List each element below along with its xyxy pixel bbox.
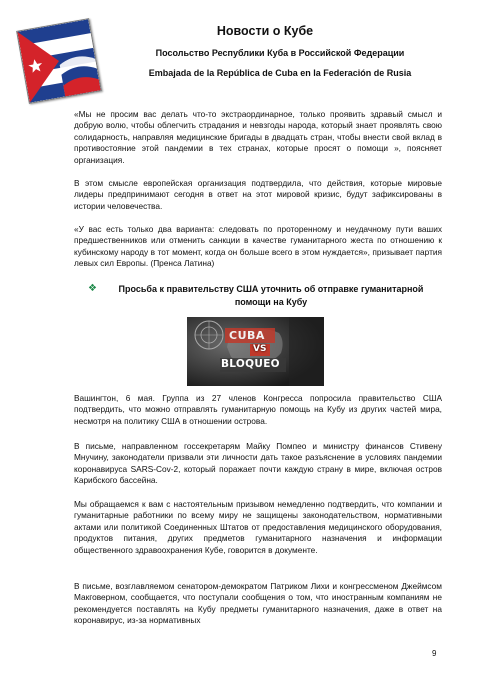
page-title: Новости о Кубе: [216, 24, 314, 38]
article2-paragraph-2: В письме, направленном госсекретарям Майку Помпео и министру финансов Стивену Мнучину, законодатели призвали эти личности дать такое разъяснение в условиях пандемии коронавируса SARS-Cov-2, который поражает почти каждую страну в мире, включая остров Карибского бассейна.: [74, 441, 442, 486]
diamond-bullet-icon: ❖: [88, 283, 97, 294]
cuba-vs-bloqueo-photo: [187, 317, 324, 386]
article2-paragraph-1: Вашингтон, 6 мая. Группа из 27 членов Конгресса попросила правительство США подтвердить, что можно отправлять гуманитарную помощь на Кубу из других частей мира, несмотря на политику США в отношении острова.: [74, 393, 442, 426]
photo-text-cuba: CUBA: [229, 329, 265, 342]
article2-paragraph-4: В письме, возглавляемом сенатором-демократом Патриком Лихи и конгрессменом Джеймсом Макговерном, сообщается, что поступали сообщения о том, что иностранным компаниям не рекомендуется поставлять на Кубу предметы гуманитарного назначения, даже в ответ на коронавирус, из-за нормативных: [74, 581, 442, 626]
cuba-russia-flag-icon: [16, 18, 102, 104]
page-number: 9: [432, 649, 437, 658]
embassy-name-ru: Посольство Республики Куба в Российской Федерации: [155, 48, 405, 58]
embassy-name-es: Embajada de la República de Cuba en la Federación de Rusia: [148, 68, 412, 78]
article1-paragraph-1: «Мы не просим вас делать что-то экстраординарное, только проявить здравый смысл и добрую волю, чтобы облегчить страдания и невзгоды народа, который знает проявлять свою солидарность, направляя медицинские бригады в двадцать стран, чтобы внести свой вклад в противостояние этой пандемии в тех странах, которые просят о помощи », поясняет организация.: [74, 109, 442, 165]
photo-text-bloqueo: BLOQUEO: [221, 358, 280, 370]
article1-paragraph-2: В этом смысле европейская организация подтвердила, что действия, которые мировые лидеры предпринимают сегодня в ответ на этот мировой кризис, будут зафиксированы в истории человечества.: [74, 178, 442, 211]
article2-heading: Просьба к правительству США уточнить об отправке гуманитарной помощи на Кубу: [118, 284, 424, 307]
article1-paragraph-3: «У вас есть только два варианта: следовать по проторенному и неудачному пути ваших предшественников или отменить санкции в качестве гуманитарного жеста по отношению к кубинскому народу в тот момент, когда он больше всего в этом нуждается», призывает партия левых сил Европы. (Пренса Латина): [74, 224, 442, 269]
photo-text-vs: VS: [253, 344, 267, 354]
article2-paragraph-3: Мы обращаемся к вам с настоятельным призывом немедленно подтвердить, что компании и гуманитарные работники по всему миру не защищены законодательством, нормативными актами или политикой Соединенных Штатов от предоставления медицинского оборудования, продуктов питания, других предметов гуманитарного назначения и информации общественного здравоохранения Кубе, говорится в документе.: [74, 499, 442, 555]
